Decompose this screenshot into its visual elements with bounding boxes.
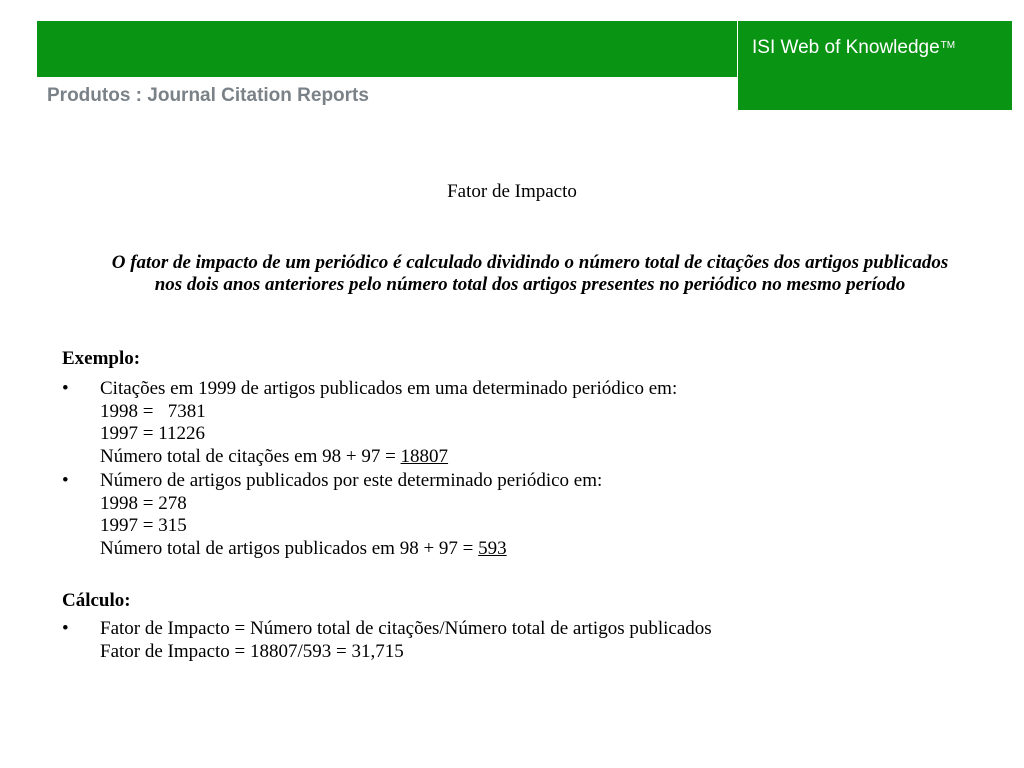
formula-line: Fator de Impacto = Número total de citações/Número total de artigos publicados <box>100 618 712 639</box>
articles-intro: Número de artigos publicados por este determinado periódico em: <box>100 470 603 491</box>
calculation-heading: Cálculo: <box>62 590 131 611</box>
articles-1997: 1997 = 315 <box>100 515 187 536</box>
bullet-body <box>100 378 677 468</box>
bullet-symbol: • <box>62 618 69 639</box>
citations-1998: 1998 = 7381 <box>100 400 206 422</box>
citations-total <box>100 446 677 469</box>
bullet-body <box>100 618 712 663</box>
result-line: Fator de Impacto = 18807/593 = 31,715 <box>100 640 404 662</box>
articles-1998: 1998 = 278 <box>100 492 187 514</box>
bullet-symbol: • <box>62 470 69 491</box>
articles-total <box>100 538 602 561</box>
brand-logo-text <box>752 37 955 59</box>
bullet-symbol: • <box>62 378 69 399</box>
articles-total-value: 593 <box>478 537 507 559</box>
citations-1997: 1997 = 11226 <box>100 423 206 444</box>
header-bar <box>37 21 737 77</box>
citations-intro: Citações em 1999 de artigos publicados em uma determinado periódico em: <box>100 378 678 399</box>
articles-total-label: Número total de artigos publicados em 98 + 97 = <box>100 537 479 559</box>
example-heading: Exemplo: <box>62 348 141 369</box>
citations-total-label: Número total de citações em 98 + 97 = <box>100 445 401 467</box>
breadcrumb: Produtos : Journal Citation Reports <box>47 85 369 106</box>
citations-total-value: 18807 <box>400 445 449 467</box>
bullet-body <box>100 470 602 560</box>
brand-name: ISI Web of Knowledge <box>752 37 940 58</box>
definition-text: O fator de impacto de um periódico é calculado dividindo o número total de citações dos artigos publicados nos dois anos anteriores pelo número total dos artigos presentes no periódico no mesmo período <box>111 252 949 295</box>
slide-title: Fator de Impacto <box>447 181 577 202</box>
brand-box <box>738 21 1012 110</box>
brand-trademark: TM <box>940 40 956 51</box>
